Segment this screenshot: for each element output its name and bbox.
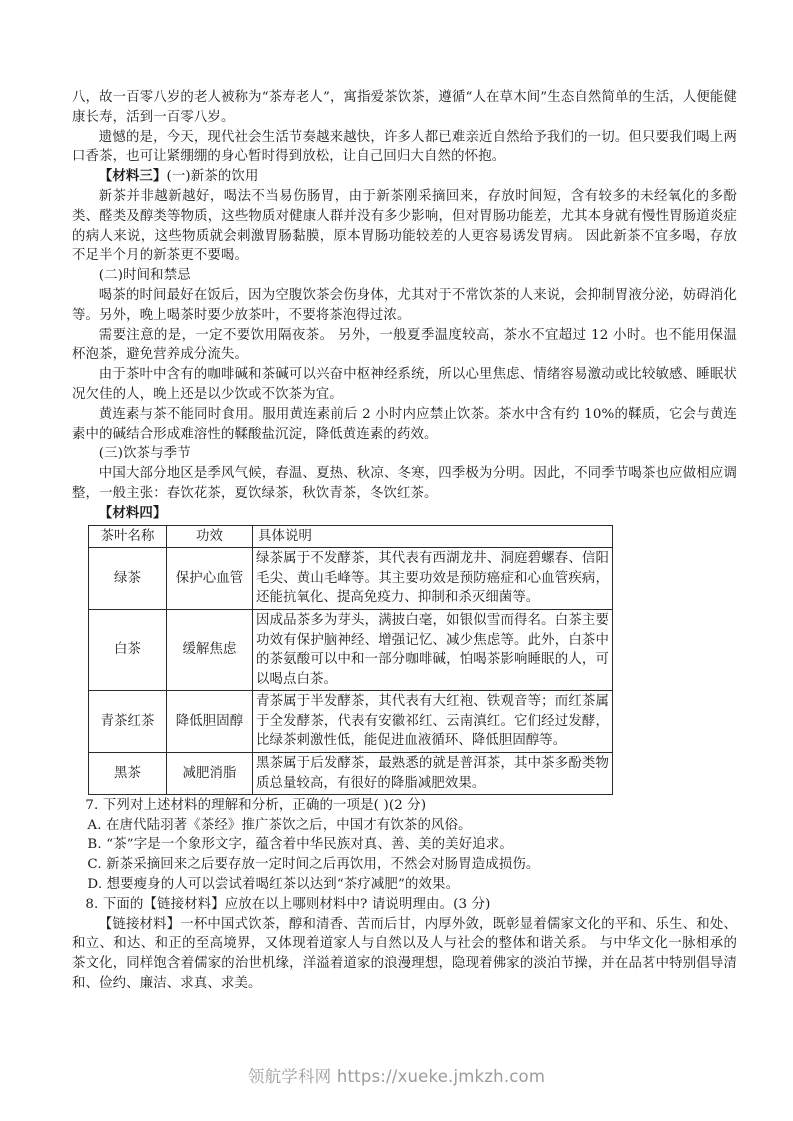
cell-tea-description: 青茶属于半发酵茶，其代表有大红袍、铁观音等；而红茶属于全发酵茶，代表有安徽祁红、云南滇红。它们经过发酵，比绿茶刺激性低，能促进血液循环、降低胆固醇等。 (253, 691, 613, 753)
tea-table-container (88, 525, 737, 796)
material-three-label: 【材料三】 (98, 168, 167, 185)
material-four-label: 【材料四】 (98, 504, 167, 521)
question-7-option-c: C. 新茶采摘回来之后要存放一定时间之后再饮用，不然会对肠胃造成损伤。 (87, 857, 540, 873)
column-header-name: 茶叶名称 (89, 525, 167, 548)
cell-tea-effect: 保护心血管 (167, 548, 253, 610)
cell-tea-name: 青茶红茶 (89, 691, 167, 753)
paragraph-new-tea-usage: 新茶并非越新越好，喝法不当易伤肠胃，由于新茶刚采摘回来，存放时间短，含有较多的未经氧化的多酚类、醛类及醇类等物质，这些物质对健康人群并没有多少影响，但对胃肠功能差，尤其本身就有慢性胃肠道炎症的病人来说，这些物质就会刺激胃肠黏膜，原本胃肠功能较差的人更容易诱发胃病。 因此新茶不宜多喝，存放不足半个月的新茶更不要喝。 (72, 188, 737, 264)
paragraph-continued-top: 八，故一百零八岁的老人被称为“茶寿老人”，寓指爱茶饮茶，遵循“人在草木间”生态自然简单的生活，人便能健康长寿，活到一百零八岁。 (72, 90, 737, 125)
table-row (89, 548, 613, 610)
tea-varieties-table (88, 525, 613, 796)
subsection-two-title: (二)时间和禁忌 (98, 268, 191, 284)
material-three-subsection-one-title: (一)新茶的饮用 (166, 169, 259, 185)
material-four-heading (72, 504, 737, 524)
linked-material-paragraph: 【链接材料】一杯中国式饮茶，醇和清香、苦而后甘，内厚外敛，既彰显着儒家文化的平和、乐生、和处、和立、和达、和正的至高境界，又体现着道家人与自然以及人与社会的整体和谐关系。 与中华文化一脉相承的茶文化，同样饱含着儒家的治世机缘，洋溢着道家的浪漫理想，隐现着佛家的淡泊节操，并在品茗中特别倡导清和、俭约、廉洁、求真、求美。 (72, 916, 737, 991)
question-8-stem: 8. 下面的【链接材料】应放在以上哪则材料中? 请说明理由。(3 分) (85, 896, 491, 912)
cell-tea-description: 黑茶属于后发酵茶，最熟悉的就是普洱茶，其中茶多酚类物质总量较高，有很好的降脂减肥效果。 (253, 753, 613, 795)
table-header-row (89, 525, 613, 548)
column-header-description: 具体说明 (253, 525, 613, 548)
table-row (89, 609, 613, 690)
table-row (89, 691, 613, 753)
paragraph-tea-time-1: 喝茶的时间最好在饭后，因为空腹饮茶会伤身体，尤其对于不常饮茶的人来说，会抑制胃液分泌，妨碍消化等。另外，晚上喝茶时要少放茶叶，不要将茶泡得过浓。 (72, 287, 737, 323)
table-row (89, 753, 613, 795)
column-header-effect: 功效 (167, 525, 253, 548)
paragraph-regret: 遗憾的是，今天，现代社会生活节奏越来越快，许多人都已难亲近自然给予我们的一切。但只要我们喝上两口香茶，也可让紧绷绷的身心暂时得到放松，让自己回归大自然的怀抱。 (72, 129, 737, 165)
cell-tea-effect: 缓解焦虑 (167, 609, 253, 690)
question-7-option-a: A. 在唐代陆羽著《茶经》推广茶饮之后，中国才有饮茶的风俗。 (87, 817, 472, 833)
cell-tea-effect: 降低胆固醇 (167, 691, 253, 753)
question-7-option-b: B. “茶”字是一个象形文字，蕴含着中华民族对真、善、美的美好追求。 (87, 837, 513, 853)
table-header (89, 525, 613, 548)
cell-tea-name: 黑茶 (89, 753, 167, 795)
site-watermark: 领航学科网 https://xueke.jmkzh.com (247, 1067, 546, 1086)
cell-tea-description: 绿茶属于不发酵茶，其代表有西湖龙井、洞庭碧螺春、信阳毛尖、黄山毛峰等。其主要功效是预防癌症和心血管疾病，还能抗氧化、提高免疫力、抑制和杀灭细菌等。 (253, 548, 613, 610)
subsection-three-title: (三)饮茶与季节 (98, 446, 191, 462)
material-three-heading (72, 167, 737, 187)
question-7-option-d: D. 想要瘦身的人可以尝试着喝红茶以达到“茶疗减肥”的效果。 (87, 876, 460, 892)
cell-tea-name: 白茶 (89, 609, 167, 690)
paragraph-tea-season: 中国大部分地区是季风气候，春温、夏热、秋凉、冬寒，四季极为分明。因此，不同季节喝茶也应做相应调整，一般主张：春饮花茶，夏饮绿茶，秋饮青茶，冬饮红茶。 (72, 466, 737, 501)
cell-tea-effect: 减肥消脂 (167, 753, 253, 795)
cell-tea-name: 绿茶 (89, 548, 167, 610)
question-7-stem: 7. 下列对上述材料的理解和分析，正确的一项是( )(2 分) (85, 797, 427, 813)
paragraph-tea-time-3: 由于茶叶中含有的咖啡碱和茶碱可以兴奋中枢神经系统，所以心里焦虑、情绪容易激动或比较敏感、睡眠状况欠佳的人，晚上还是以少饮或不饮茶为宜。 (72, 367, 737, 402)
paragraph-tea-time-2: 需要注意的是，一定不要饮用隔夜茶。 另外，一般夏季温度较高，茶水不宜超过 12 小时。也不能用保温杯泡茶，避免营养成分流失。 (72, 327, 737, 363)
cell-tea-description: 因成品茶多为芽头，满披白毫，如银似雪而得名。白茶主要功效有保护脑神经、增强记忆、减少焦虑等。此外，白茶中的茶氨酸可以中和一部分咖啡碱，怕喝茶影响睡眠的人，可以喝点白茶。 (253, 609, 613, 690)
table-body (89, 548, 613, 795)
paragraph-tea-time-4: 黄连素与茶不能同时食用。服用黄连素前后 2 小时内应禁止饮茶。茶水中含有约 10%的鞣质，它会与黄连素中的碱结合形成难溶性的鞣酸盐沉淀，降低黄连素的药效。 (72, 406, 737, 442)
